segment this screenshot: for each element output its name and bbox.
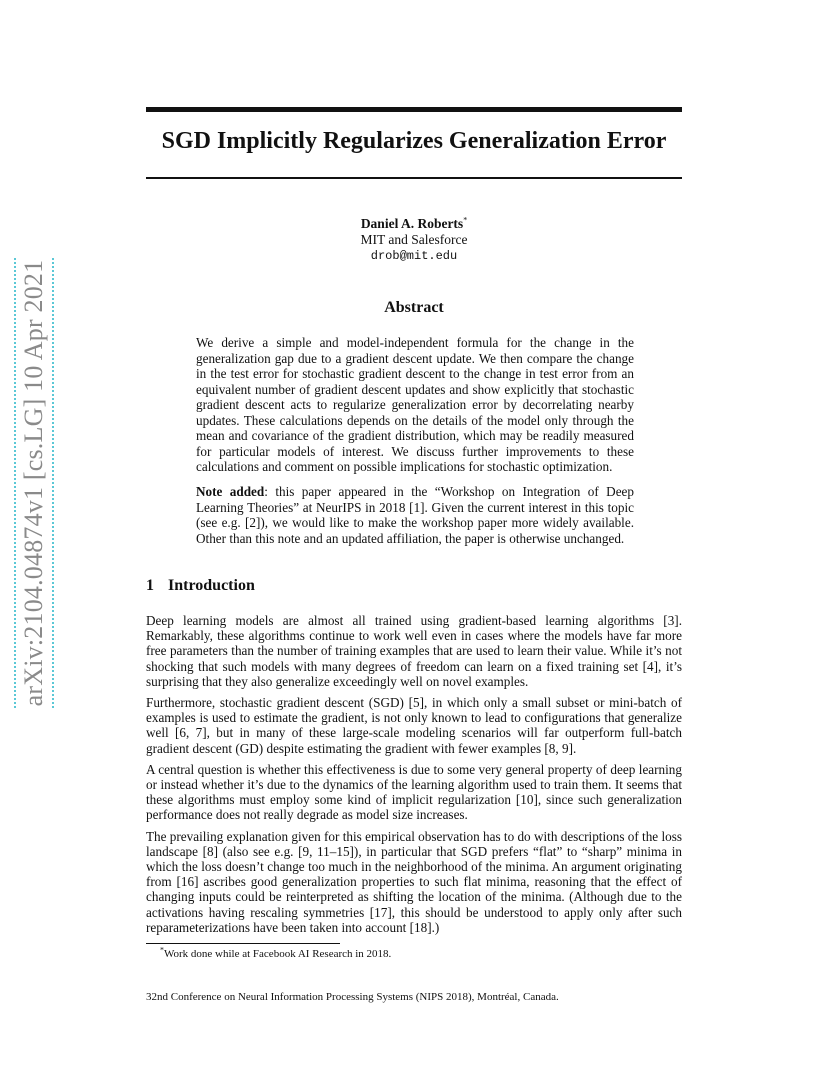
- footnote-rule: [146, 943, 340, 944]
- footnote-mark: *: [160, 945, 164, 955]
- abstract-text: We derive a simple and model-independent formula for the change in the generalization gap due to a gradient descent update. We then compare the change in the test error for stochastic gradient descent to the change in test error from an equivalent number of gradient descent updates and show explicitly that stochastic gradient descent acts to regularize generalization error by decorrelating nearby updates. These calculations depends on the details of the model only through the mean and covariance of the gradient distribution, which may be readily measured for particular models of interest. We discuss further improvements to these calculations and comment on possible implications for stochastic optimization.: [196, 335, 634, 474]
- author-email: drob@mit.edu: [370, 249, 458, 263]
- author-footnote-mark: *: [463, 215, 468, 225]
- author-affiliation: MIT and Salesforce: [360, 232, 468, 247]
- intro-paragraph-2: Furthermore, stochastic gradient descent (SGD) [5], in which only a small subset or mini-batch of examples is used to estimate the gradient, is not only known to lead to configurations that generalize well [6, 7], but in many of these large-scale modeling scenarios will far outperform full-batch gradient descent (GD) despite estimating the gradient with fewer examples [8, 9].: [146, 695, 682, 756]
- arxiv-identifier-text: arXiv:2104.04874v1 [cs.LG] 10 Apr 2021: [19, 259, 48, 707]
- introduction-body: [146, 613, 682, 941]
- arxiv-identifier-stamp: [14, 258, 54, 708]
- intro-paragraph-3: A central question is whether this effectiveness is due to some very general property of deep learning or instead whether it’s due to the dynamics of the learning algorithm used to train them. It seems that these algorithms must employ some kind of implicit regularization [10], since such generalization performance does not really degrade as model size increases.: [146, 761, 682, 823]
- section-number: 1: [146, 577, 154, 594]
- note-added-paragraph: [196, 484, 634, 546]
- conference-line: 32nd Conference on Neural Information Processing Systems (NIPS 2018), Montréal, Canada.: [146, 991, 559, 1003]
- section-heading: [146, 577, 255, 595]
- title-top-rule: [146, 107, 682, 112]
- paper-title: SGD Implicitly Regularizes Generalization Error: [161, 128, 667, 154]
- note-added-text: : this paper appeared in the “Workshop on Integration of Deep Learning Theories” at NeurIPS in 2018 [1]. Given the current interest in this topic (see e.g. [2]), we would like to make the workshop paper more widely available. Other than this note and an updated affiliation, the paper is otherwise unchanged.: [196, 484, 634, 546]
- author-block: [146, 216, 682, 264]
- author-name: Daniel A. Roberts: [360, 216, 464, 231]
- intro-paragraph-4: The prevailing explanation given for this empirical observation has to do with descriptions of the loss landscape [8] (also see e.g. [9, 11–15]), in particular that SGD prefers “flat” to “sharp” minima in which the loss doesn’t change too much in the neighborhood of the minima. An argument originating from [16] ascribes good generalization properties to such flat minima, reasoning that the effect of changing inputs could be reinterpreted as shifting the location of the minima. (Although due to the activations having rescaling symmetries [17], this should be understood to apply only after such reparameterizations have been taken into account [18].): [146, 828, 682, 935]
- note-added-label: Note added: [196, 484, 265, 499]
- title-bottom-rule: [146, 177, 682, 179]
- footnote: [160, 945, 392, 960]
- section-title: Introduction: [168, 577, 255, 594]
- footnote-text: Work done while at Facebook AI Research in 2018.: [164, 948, 392, 960]
- abstract-heading: Abstract: [384, 299, 444, 316]
- intro-paragraph-1: Deep learning models are almost all trained using gradient-based learning algorithms [3]. Remarkably, these algorithms continue to work well even in cases where the models have far more free parameters than the number of training examples that are used to learn their value. While it’s not shocking that such models with many degrees of freedom can learn on a fixed training set [4], it’s surprising that they also generalize exceedingly well on novel examples.: [146, 613, 682, 689]
